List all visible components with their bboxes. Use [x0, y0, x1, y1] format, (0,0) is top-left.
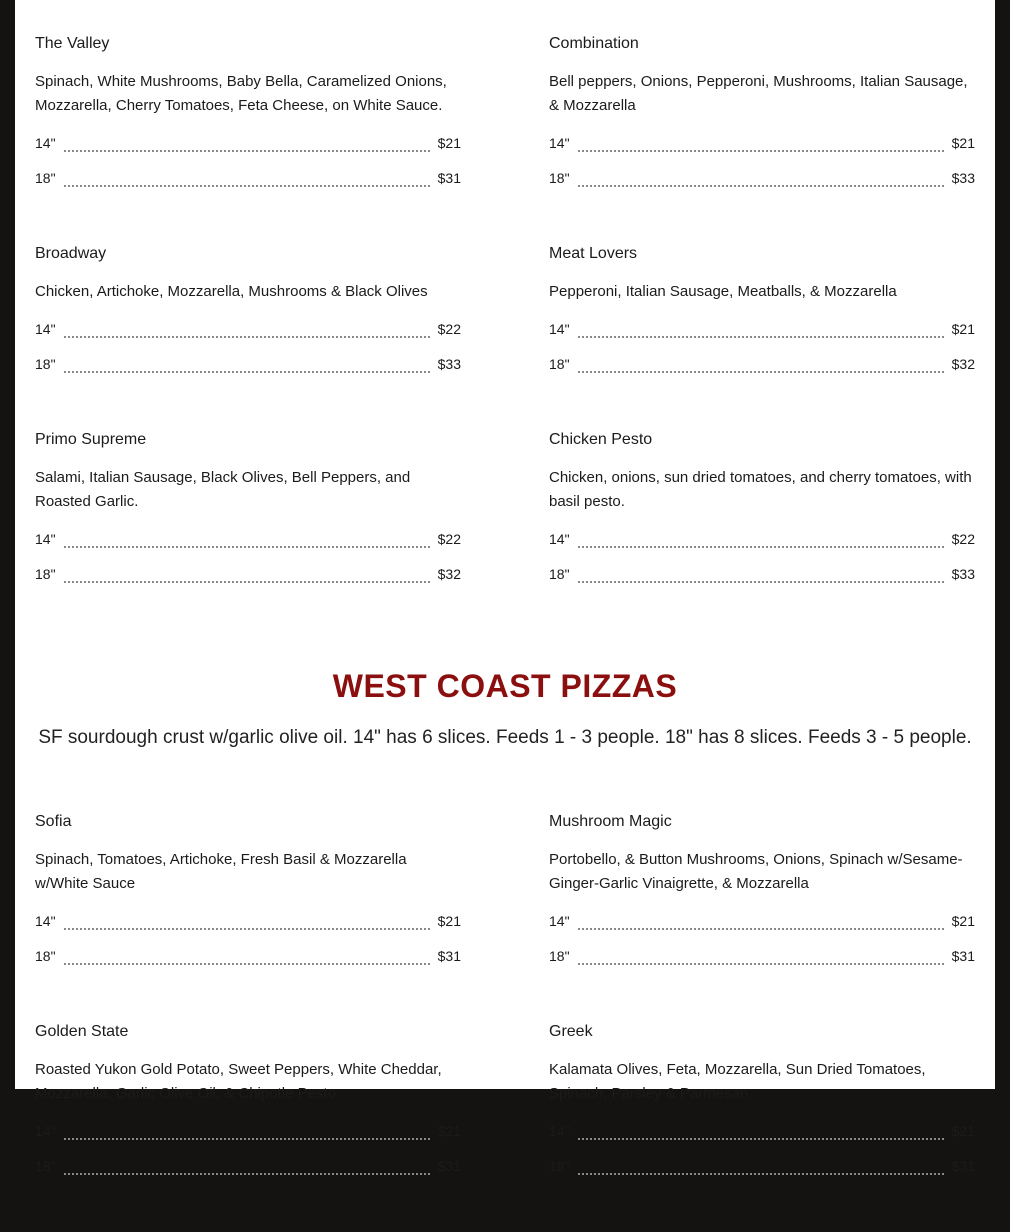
- dot-leader: [578, 580, 944, 583]
- menu-item-description: Salami, Italian Sausage, Black Olives, Bell Peppers, and Roasted Garlic.: [35, 469, 411, 510]
- price-label: $22: [437, 531, 461, 547]
- price-label: $33: [951, 170, 975, 186]
- menu-item: [549, 1022, 975, 1184]
- price-label: $21: [437, 1123, 461, 1139]
- size-label: 18": [549, 356, 570, 372]
- menu-item-description: Spinach, White Mushrooms, Baby Bella, Caramelized Onions, Mozzarella, Cherry Tomatoes, Feta Cheese, on White Sauce.: [35, 73, 447, 114]
- price-label: $33: [951, 566, 975, 582]
- menu-item: [549, 812, 975, 974]
- price-row: [35, 904, 461, 939]
- price-row: [549, 161, 975, 196]
- menu-item: [35, 430, 461, 592]
- menu-item: [549, 244, 975, 382]
- price-label: $21: [951, 913, 975, 929]
- dot-leader: [64, 927, 430, 930]
- dot-leader: [578, 545, 944, 548]
- menu-item-description: Portobello, & Button Mushrooms, Onions, Spinach w/Sesame-Ginger-Garlic Vinaigrette, & Mozzarella: [549, 851, 963, 892]
- menu-item-name: Meat Lovers: [549, 245, 638, 262]
- size-label: 18": [35, 1158, 56, 1174]
- price-row: [35, 161, 461, 196]
- dot-leader: [64, 545, 430, 548]
- size-label: 18": [549, 1158, 570, 1174]
- menu-item-name: The Valley: [35, 35, 110, 52]
- price-row: [549, 904, 975, 939]
- size-label: 18": [35, 948, 56, 964]
- menu-item-description: Kalamata Olives, Feta, Mozzarella, Sun Dried Tomatoes, Spinach, Parsley & Parmesan: [549, 1061, 926, 1102]
- size-label: 14": [35, 913, 56, 929]
- price-row: [35, 939, 461, 974]
- dot-leader: [578, 962, 944, 965]
- price-row: [549, 557, 975, 592]
- menu-item-description: Roasted Yukon Gold Potato, Sweet Peppers, White Cheddar, Mozzarella, Garlic Olive Oil, & Chipotle Pesto: [35, 1061, 442, 1102]
- dot-leader: [64, 1137, 430, 1140]
- size-label: 14": [549, 913, 570, 929]
- dot-leader: [578, 335, 944, 338]
- price-label: $31: [951, 1158, 975, 1174]
- dot-leader: [578, 149, 944, 152]
- dot-leader: [578, 1172, 944, 1175]
- price-label: $21: [951, 321, 975, 337]
- price-row: [35, 312, 461, 347]
- price-row: [35, 126, 461, 161]
- menu-item-name: Broadway: [35, 245, 107, 262]
- price-label: $31: [437, 948, 461, 964]
- size-label: 18": [35, 356, 56, 372]
- price-label: $32: [951, 356, 975, 372]
- price-label: $21: [437, 913, 461, 929]
- size-label: 18": [35, 566, 56, 582]
- size-label: 14": [35, 321, 56, 337]
- dot-leader: [64, 580, 430, 583]
- dot-leader: [64, 184, 430, 187]
- price-row: [35, 522, 461, 557]
- price-row: [35, 1114, 461, 1149]
- menu-item-name: Combination: [549, 35, 639, 52]
- section-title: WEST COAST PIZZAS: [332, 668, 678, 704]
- price-row: [35, 347, 461, 382]
- menu-item: [549, 34, 975, 196]
- price-label: $31: [437, 1158, 461, 1174]
- size-label: 14": [549, 321, 570, 337]
- dot-leader: [578, 1137, 944, 1140]
- size-label: 14": [549, 531, 570, 547]
- menu-item: [35, 812, 461, 974]
- menu-item-name: Mushroom Magic: [549, 813, 672, 830]
- menu-item-description: Pepperoni, Italian Sausage, Meatballs, & Mozzarella: [549, 283, 897, 300]
- section-subtitle: SF sourdough crust w/garlic olive oil. 14" has 6 slices. Feeds 1 - 3 people. 18" has 8 slices. Feeds 3 - 5 people.: [38, 727, 972, 748]
- size-label: 14": [35, 1123, 56, 1139]
- price-row: [549, 939, 975, 974]
- price-label: $33: [437, 356, 461, 372]
- price-label: $21: [951, 1123, 975, 1139]
- menu-item-description: Chicken, Artichoke, Mozzarella, Mushrooms & Black Olives: [35, 283, 428, 300]
- size-label: 18": [35, 170, 56, 186]
- menu-item-description: Bell peppers, Onions, Pepperoni, Mushrooms, Italian Sausage, & Mozzarella: [549, 73, 968, 114]
- price-row: [549, 522, 975, 557]
- price-label: $31: [437, 170, 461, 186]
- price-label: $32: [437, 566, 461, 582]
- price-row: [549, 1114, 975, 1149]
- menu-item-description: Spinach, Tomatoes, Artichoke, Fresh Basil & Mozzarella w/White Sauce: [35, 851, 407, 892]
- dot-leader: [578, 370, 944, 373]
- price-row: [549, 1149, 975, 1184]
- menu-item-name: Greek: [549, 1023, 593, 1040]
- dot-leader: [578, 184, 944, 187]
- section-header: [15, 664, 995, 752]
- price-label: $21: [951, 135, 975, 151]
- price-row: [35, 557, 461, 592]
- price-label: $22: [951, 531, 975, 547]
- price-row: [549, 347, 975, 382]
- menu-item: [35, 1022, 461, 1184]
- menu-item: [35, 244, 461, 382]
- dot-leader: [64, 335, 430, 338]
- price-label: $22: [437, 321, 461, 337]
- price-row: [549, 126, 975, 161]
- menu-item-name: Sofia: [35, 813, 72, 830]
- menu-item-name: Primo Supreme: [35, 431, 147, 448]
- dot-leader: [578, 927, 944, 930]
- size-label: 14": [35, 135, 56, 151]
- menu-item-description: Chicken, onions, sun dried tomatoes, and cherry tomatoes, with basil pesto.: [549, 469, 972, 510]
- price-label: $21: [437, 135, 461, 151]
- dot-leader: [64, 1172, 430, 1175]
- dot-leader: [64, 149, 430, 152]
- size-label: 14": [549, 1123, 570, 1139]
- dot-leader: [64, 962, 430, 965]
- menu-item-name: Chicken Pesto: [549, 431, 653, 448]
- price-label: $31: [951, 948, 975, 964]
- dot-leader: [64, 370, 430, 373]
- price-row: [35, 1149, 461, 1184]
- size-label: 18": [549, 566, 570, 582]
- size-label: 18": [549, 170, 570, 186]
- size-label: 18": [549, 948, 570, 964]
- size-label: 14": [35, 531, 56, 547]
- menu-item: [549, 430, 975, 592]
- menu-item-name: Golden State: [35, 1023, 129, 1040]
- menu-page: [15, 0, 995, 1174]
- size-label: 14": [549, 135, 570, 151]
- pizza-grid-bottom: [35, 812, 975, 1232]
- menu-item: [35, 34, 461, 196]
- price-row: [549, 312, 975, 347]
- pizza-grid-top: [35, 34, 975, 640]
